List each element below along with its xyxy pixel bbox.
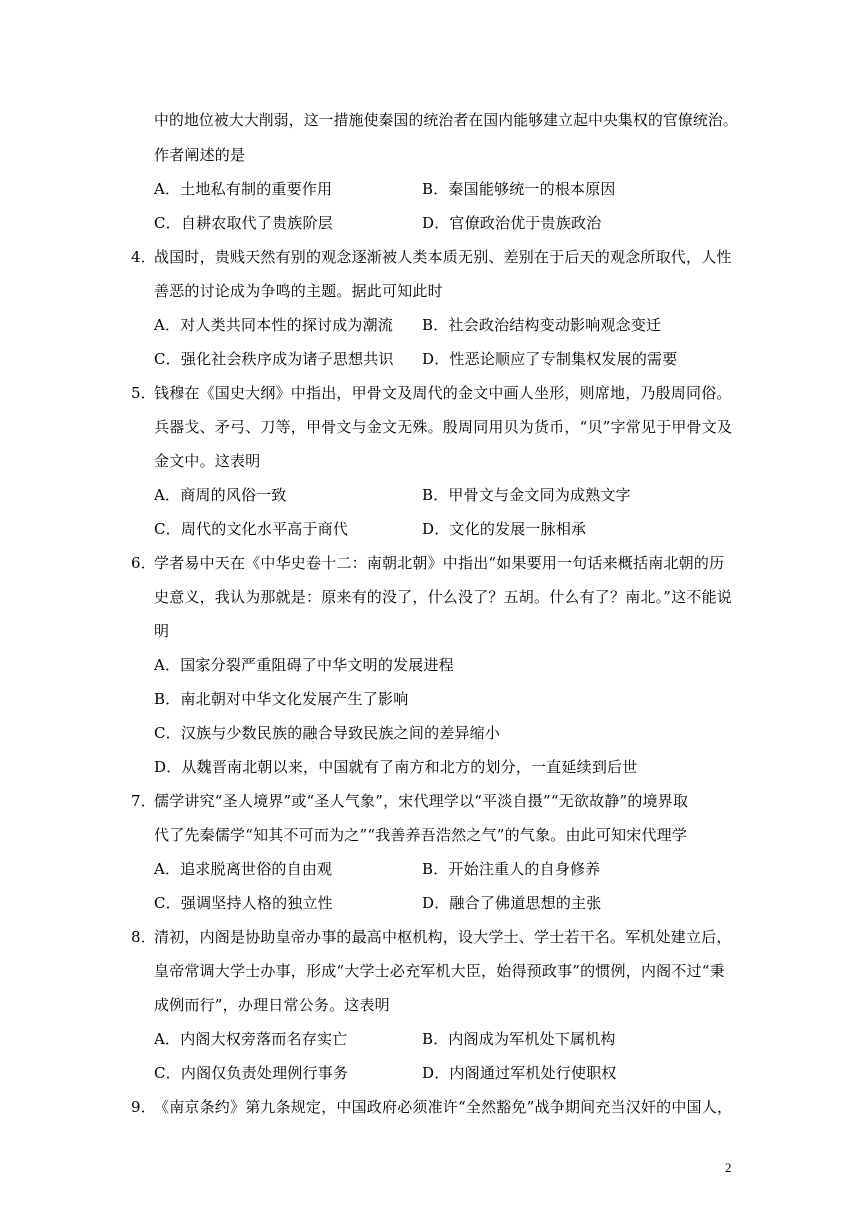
question-number: 7． (131, 792, 156, 810)
text-line: 钱穆在《国史大纲》中指出，甲骨文及周代的金文中画人坐形，则席地，乃殷周同俗。 (154, 384, 732, 402)
text-line: 成例而行”，办理日常公务。这表明 (154, 996, 390, 1014)
option: A．对人类共同本性的探讨成为潮流 (154, 316, 394, 334)
question-number: 5． (131, 384, 156, 402)
option: A．内阁大权旁落而名存实亡 (154, 1030, 348, 1048)
option: D．性恶论顺应了专制集权发展的需要 (422, 350, 678, 368)
option: C．强调坚持人格的独立性 (154, 894, 333, 912)
option: C．汉族与少数民族的融合导致民族之间的差异缩小 (154, 724, 501, 742)
option: C．自耕农取代了贵族阶层 (154, 214, 333, 232)
text-line: 战国时，贵贱天然有别的观念逐渐被人类本质无别、差别在于后天的观念所取代，人性 (154, 248, 732, 266)
option: B．社会政治结构变动影响观念变迁 (422, 316, 662, 334)
text-line: 作者阐述的是 (154, 146, 246, 164)
option: B．南北朝对中华文化发展产生了影响 (154, 690, 409, 708)
option: B．开始注重人的自身修养 (422, 860, 601, 878)
text-line: 中的地位被大大削弱，这一措施使秦国的统治者在国内能够建立起中央集权的官僚统治。 (154, 111, 738, 129)
text-line: 《南京条约》第九条规定，中国政府必须准许“全然豁免”战争期间充当汉奸的中国人， (154, 1098, 733, 1116)
option: D．文化的发展一脉相承 (422, 520, 587, 538)
option: D．官僚政治优于贵族政治 (422, 214, 602, 232)
text-line: 代了先秦儒学“知其不可而为之”“我善养吾浩然之气”的气象。由此可知宋代理学 (154, 826, 688, 844)
page-number: 2 (725, 1160, 732, 1175)
text-line: 兵器戈、矛弓、刀等，甲骨文与金文无殊。殷周同用贝为货币，“贝”字常见于甲骨文及 (154, 418, 733, 436)
option: A．土地私有制的重要作用 (154, 180, 333, 198)
option: D．从魏晋南北朝以来，中国就有了南方和北方的划分，一直延续到后世 (154, 758, 638, 776)
text-line: 学者易中天在《中华史卷十二：南朝北朝》中指出“如果要用一句话来概括南北朝的历 (154, 554, 725, 572)
text-line: 儒学讲究“圣人境界”或“圣人气象”，宋代理学以“平淡自摄”“无欲故静”的境界取 (154, 792, 689, 810)
option: B．内阁成为军机处下属机构 (422, 1030, 616, 1048)
text-line: 清初，内阁是协助皇帝办事的最高中枢机构，设大学士、学士若干名。军机处建立后， (154, 928, 732, 946)
question-number: 9． (131, 1098, 156, 1116)
text-line: 金文中。这表明 (154, 452, 261, 470)
option: A．追求脱离世俗的自由观 (154, 860, 333, 878)
option: C．强化社会秩序成为诸子思想共识 (154, 350, 394, 368)
option: C．周代的文化水平高于商代 (154, 520, 349, 538)
option: D．内阁通过军机处行使职权 (422, 1064, 617, 1082)
option: C．内阁仅负责处理例行事务 (154, 1064, 349, 1082)
question-number: 4． (131, 248, 156, 266)
text-line: 史意义，我认为那就是：原来有的没了，什么没了？五胡。什么有了？南北。”这不能说 (154, 588, 732, 606)
text-line: 明 (154, 622, 170, 640)
text-line: 皇帝常调大学士办事，形成“大学士必充军机大臣，始得预政事”的惯例，内阁不过“秉 (154, 962, 725, 980)
option: A．商周的风俗一致 (154, 486, 287, 504)
option: B．甲骨文与金文同为成熟文字 (422, 486, 631, 504)
option: D．融合了佛道思想的主张 (422, 894, 602, 912)
option: A．国家分裂严重阻碍了中华文明的发展进程 (154, 656, 454, 674)
text-line: 善恶的讨论成为争鸣的主题。据此可知此时 (154, 282, 443, 300)
question-number: 6． (131, 554, 156, 572)
question-number: 8． (131, 928, 156, 946)
option: B．秦国能够统一的根本原因 (422, 180, 616, 198)
